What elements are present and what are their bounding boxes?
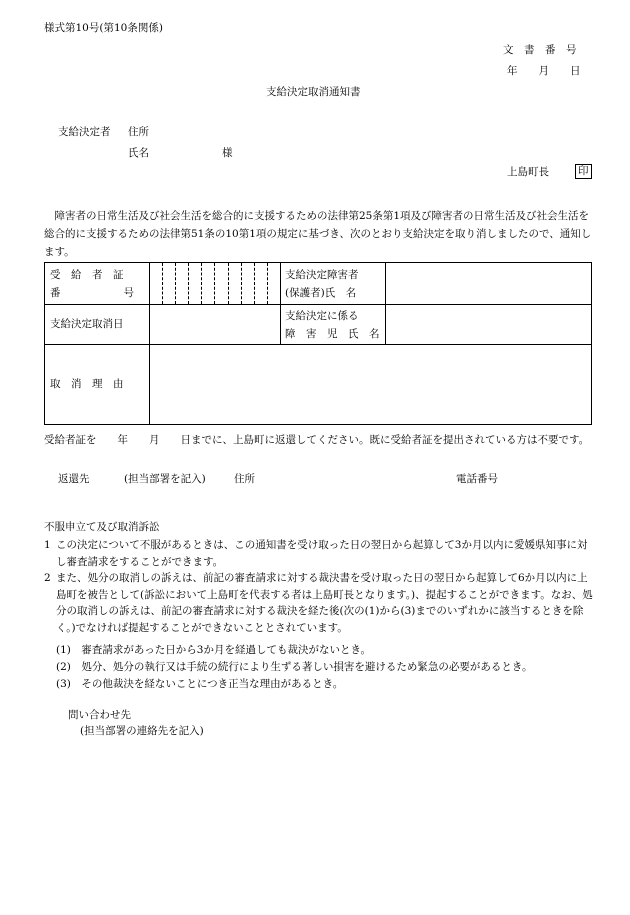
document-number-label: 文 書 番 号 [503, 44, 577, 56]
child-name-field[interactable] [386, 305, 592, 345]
document-title: 支給決定取消通知書 [266, 86, 361, 98]
seal-text: 印 [575, 164, 592, 179]
child-name-label-cell [281, 305, 386, 345]
child-label-line1: 支給決定に係る [285, 309, 359, 322]
appeal-item-2-number: 2 [44, 572, 51, 584]
contact-department: (担当部署の連絡先を記入) [80, 725, 204, 737]
appeal-sub-item-2: (2) 処分、処分の執行又は手続の続行により生ずる著しい損害を避けるため緊急の必要があるとき。 [56, 661, 533, 673]
appeal-item-2-text: また、処分の取消しの訴えは、前記の審査請求に対する裁決書を受け取った日の翌日から起算して6か月以内に上島町を被告として(訴訟において上島町を代表する者は上島町長となります。)、提起することができます。なお、処分の取消しの訴えは、前記の審査請求に対する裁決を経た後(次の(1)から(3)までのいずれかに該当するときを除く。)でなければ提起することができないこととされています。 [56, 572, 593, 634]
disabled-label-line2: (保護者)氏 名 [285, 286, 357, 299]
return-notice: 受給者証を 年 月 日までに、上島町に返還してください。既に受給者証を提出されている方は不要です。 [44, 434, 590, 446]
return-to-address-label: 住所 [234, 473, 255, 485]
recipient-honorific: 様 [222, 147, 233, 159]
issuer-name: 上島町長 [507, 166, 549, 178]
reason-label: 取 消 理 由 [45, 345, 150, 425]
seal-mark [575, 164, 592, 179]
cancel-date-field[interactable] [150, 305, 281, 345]
appeal-sub-item-1: (1) 審査請求があった日から3か月を経過しても裁決がないとき。 [56, 644, 372, 656]
appeal-item-2 [44, 570, 594, 636]
cancel-date-label: 支給決定取消日 [45, 305, 150, 345]
cert-number-label-cell [45, 263, 150, 305]
appeal-heading: 不服申立て及び取消訴訟 [44, 521, 160, 533]
body-paragraph: 障害者の日常生活及び社会生活を総合的に支援するための法律第25条第1項及び障害者の日常生活及び社会生活を総合的に支援するための法律第51条の10第1項の規定に基づき、次のとおり支給決定を取り消しましたので、通知します。 [44, 210, 592, 259]
appeal-item-1-text: この決定について不服があるときは、この通知書を受け取った日の翌日から起算して3か月以内に愛媛県知事に対し審査請求をすることができます。 [56, 539, 588, 568]
appeal-item-1 [44, 537, 594, 570]
return-to-label: 返還先 [58, 473, 90, 485]
reason-field[interactable] [150, 345, 592, 425]
disabled-name-field[interactable] [386, 263, 592, 305]
info-table [44, 262, 592, 425]
disabled-name-label-cell [281, 263, 386, 305]
child-label-line2: 障 害 児 氏 名 [285, 327, 380, 340]
cert-number-digits [150, 263, 280, 304]
cert-number-field[interactable] [150, 263, 281, 305]
cert-label-line1: 受 給 者 証 [50, 268, 124, 281]
cert-label-line2: 番 号 [50, 286, 134, 299]
disabled-label-line1: 支給決定障害者 [285, 268, 359, 281]
recipient-address-label: 住所 [128, 126, 149, 138]
form-number: 様式第10号(第10条関係) [44, 22, 163, 34]
appeal-sub-item-3: (3) その他裁決を経ないことにつき正当な理由があるとき。 [56, 678, 344, 690]
appeal-item-1-number: 1 [44, 539, 51, 551]
recipient-role-label: 支給決定者 [58, 126, 111, 138]
date-label: 年 月 日 [507, 65, 581, 77]
recipient-name-label: 氏名 [128, 147, 149, 159]
contact-label: 問い合わせ先 [68, 709, 131, 721]
return-to-phone-label: 電話番号 [456, 473, 498, 485]
return-to-department: (担当部署を記入) [124, 473, 206, 485]
